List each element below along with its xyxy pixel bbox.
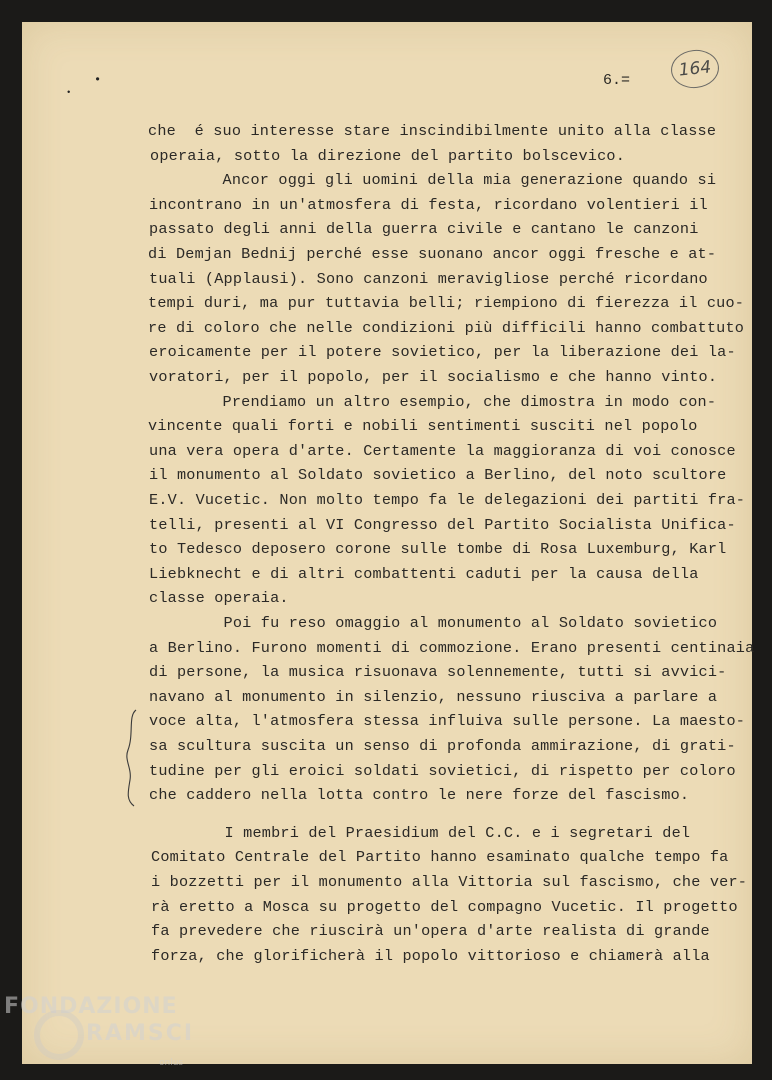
text-line: Comitato Centrale del Partito hanno esaminato qualche tempo fa <box>151 848 729 867</box>
text-line: forza, che glorificherà il popolo vittorioso e chiamerà alla <box>151 946 710 965</box>
ink-mark: • <box>94 73 102 87</box>
handwritten-folio-number: 164 <box>669 48 721 91</box>
margin-bracket-annotation <box>122 708 142 808</box>
text-line: tempi duri, ma pur tuttavia belli; riempiono di fierezza il cuo- <box>148 294 745 313</box>
text-line: Poi fu reso omaggio al monumento al Soldato sovietico <box>149 614 718 632</box>
text-line: una vera opera d'arte. Certamente la maggioranza di voi conosce <box>149 441 736 460</box>
text-line: voce alta, l'atmosfera stessa influiva sulle persone. La maesto- <box>149 712 746 731</box>
text-line: fa prevedere che riuscirà un'opera d'arte realista di grande <box>151 922 710 941</box>
text-line: Ancor oggi gli uomini della mia generazione quando si <box>148 171 717 190</box>
text-line: voratori, per il popolo, per il socialismo e che hanno vinto. <box>149 368 718 386</box>
text-line: i bozzetti per il monumento alla Vittoria sul fascismo, che ver- <box>151 873 748 891</box>
text-line: che é suo interesse stare inscindibilmente unito alla classe <box>148 122 717 140</box>
text-line: classe operaia. <box>149 589 289 608</box>
watermark-line-3: onlus <box>159 1058 184 1068</box>
text-line: I membri del Praesidium del C.C. e i segretari del <box>150 823 691 842</box>
watermark-line-2: RAMSCI <box>86 1021 195 1046</box>
text-line: il monumento al Soldato sovietico a Berlino, del noto scultore <box>149 466 727 485</box>
text-line: vincente quali forti e nobili sentimenti susciti nel popolo <box>148 417 698 436</box>
ink-mark: • <box>66 88 72 98</box>
watermark-logo-icon <box>34 1010 84 1060</box>
text-line: navano al monumento in silenzio, nessuno riusciva a parlare a <box>149 687 718 706</box>
text-line: Liebknecht e di altri combattenti caduti per la causa della <box>149 564 699 583</box>
text-line: eroicamente per il potere sovietico, per la liberazione dei la- <box>149 343 736 362</box>
text-line: operaia, sotto la direzione del partito bolscevico. <box>150 146 626 165</box>
text-line: E.V. Vucetic. Non molto tempo fa le delegazioni dei partiti fra- <box>149 491 746 509</box>
text-line: tudine per gli eroici soldati sovietici, di rispetto per coloro <box>149 761 736 780</box>
text-line: di Demjan Bednij perché esse suonano ancor oggi fresche e at- <box>148 245 717 263</box>
text-line: sa scultura suscita un senso di profonda ammirazione, di grati- <box>149 737 736 755</box>
text-line: incontrano in un'atmosfera di festa, ricordano volentieri il <box>149 195 708 214</box>
text-line: to Tedesco deposero corone sulle tombe di Rosa Luxemburg, Karl <box>149 540 727 559</box>
page-number: 6.= <box>603 72 631 89</box>
text-line: rà eretto a Mosca su progetto del compagno Vucetic. Il progetto <box>151 897 738 916</box>
watermark-line-1: FONDAZIONE <box>4 994 178 1019</box>
text-line: telli, presenti al VI Congresso del Partito Socialista Unifica- <box>149 515 736 534</box>
text-line: a Berlino. Furono momenti di commozione. Erano presenti centinaia <box>149 638 755 657</box>
text-line: passato degli anni della guerra civile e cantano le canzoni <box>149 220 699 239</box>
text-line: di persone, la musica risuonava solennemente, tutti si avvici- <box>149 663 727 682</box>
text-line: re di coloro che nelle condizioni più difficili hanno combattuto <box>148 318 745 337</box>
text-line: tuali (Applausi). Sono canzoni meravigliose perché ricordano <box>149 269 708 288</box>
fondazione-gramsci-watermark <box>4 994 195 1068</box>
text-line: che caddero nella lotta contro le nere forze del fascismo. <box>149 786 690 805</box>
text-line: Prendiamo un altro esempio, che dimostra in modo con- <box>148 392 717 411</box>
